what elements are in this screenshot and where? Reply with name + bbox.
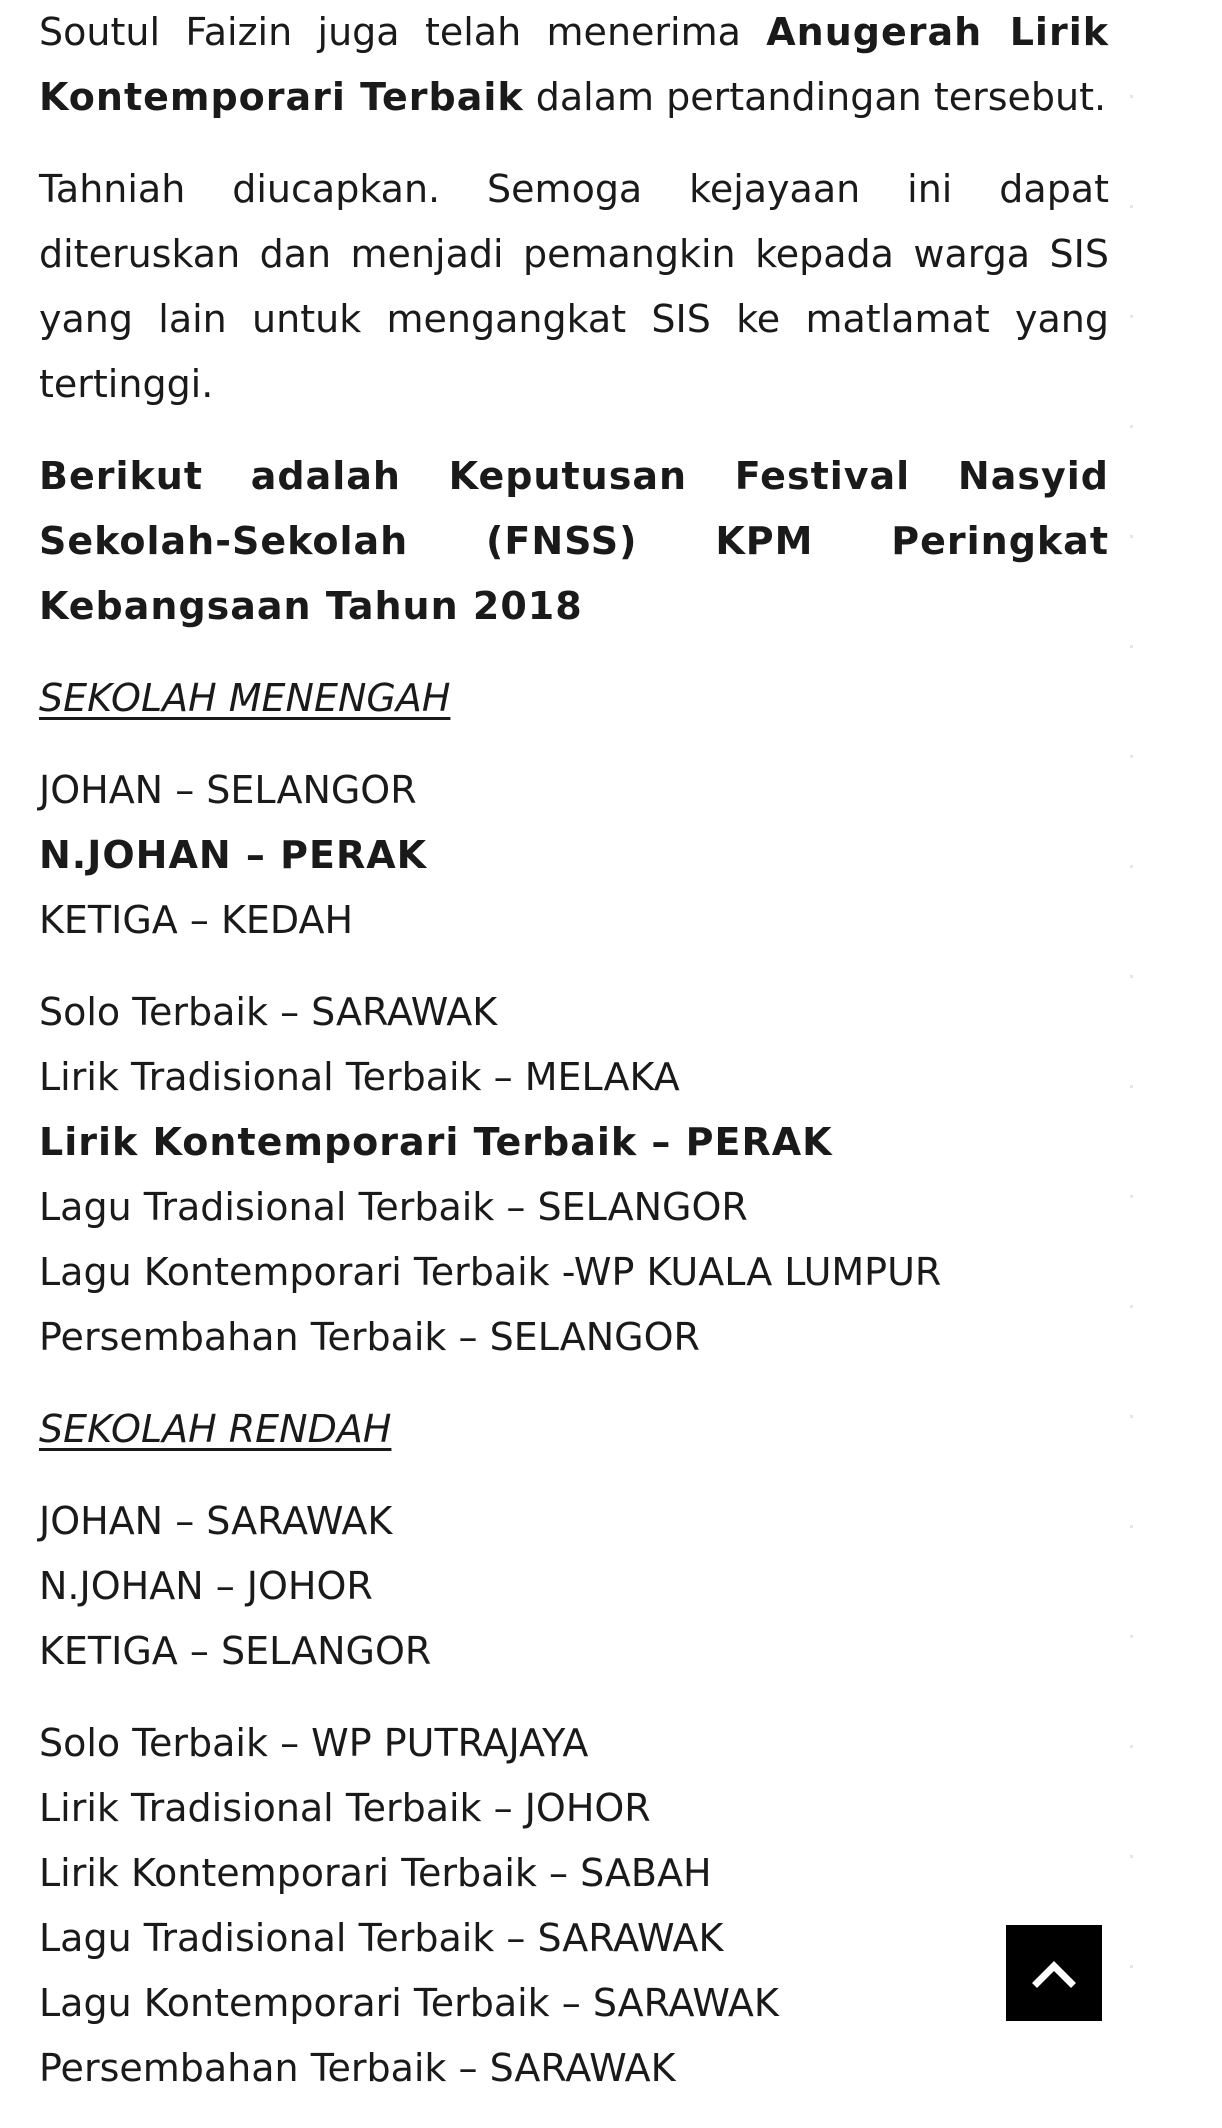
edge-dot	[1130, 645, 1133, 648]
edge-dot	[1130, 1965, 1133, 1968]
secondary-placing-3: KETIGA – KEDAH	[39, 898, 354, 942]
edge-dot	[1130, 535, 1133, 538]
edge-dot	[1130, 95, 1133, 98]
edge-dot	[1130, 315, 1133, 318]
primary-placings-list	[39, 1489, 1109, 1684]
primary-placing-3: KETIGA – SELANGOR	[39, 1629, 432, 1673]
secondary-award-4: Lagu Tradisional Terbaik – SELANGOR	[39, 1185, 748, 1229]
primary-award-5: Lagu Kontemporari Terbaik – SARAWAK	[39, 1981, 779, 2025]
edge-dot	[1130, 755, 1133, 758]
intro-paragraph	[39, 0, 1109, 130]
edge-dot	[1130, 1415, 1133, 1418]
secondary-awards-list	[39, 980, 1109, 1370]
edge-dot	[1130, 205, 1133, 208]
intro-text-end: dalam pertandingan tersebut.	[523, 75, 1107, 119]
congratulation-paragraph: Tahniah diucapkan. Semoga kejayaan ini dapat diteruskan dan menjadi pemangkin kepada warga SIS yang lain untuk mengangkat SIS ke matlamat yang tertinggi.	[39, 167, 1109, 406]
edge-dot	[1130, 865, 1133, 868]
primary-placing-1: JOHAN – SARAWAK	[39, 1499, 393, 1543]
article-body	[39, 0, 1109, 2128]
secondary-award-6: Persembahan Terbaik – SELANGOR	[39, 1315, 700, 1359]
primary-award-6: Persembahan Terbaik – SARAWAK	[39, 2046, 676, 2090]
secondary-placing-2: N.JOHAN – PERAK	[39, 833, 428, 877]
edge-dot	[1130, 1855, 1133, 1858]
primary-school-heading: SEKOLAH RENDAH	[39, 1407, 392, 1451]
secondary-award-1: Solo Terbaik – SARAWAK	[39, 990, 498, 1034]
primary-award-3: Lirik Kontemporari Terbaik – SABAH	[39, 1851, 712, 1895]
primary-award-2: Lirik Tradisional Terbaik – JOHOR	[39, 1786, 651, 1830]
secondary-school-heading: SEKOLAH MENENGAH	[39, 676, 451, 720]
primary-awards-list	[39, 1711, 1109, 2101]
secondary-award-3: Lirik Kontemporari Terbaik – PERAK	[39, 1120, 833, 1164]
edge-dot	[1130, 1525, 1133, 1528]
edge-dot	[1130, 1635, 1133, 1638]
edge-dot	[1130, 1745, 1133, 1748]
secondary-placing-1: JOHAN – SELANGOR	[39, 768, 417, 812]
award-name: Anugerah Lirik Kontemporari Terbaik	[39, 10, 1109, 119]
primary-award-1: Solo Terbaik – WP PUTRAJAYA	[39, 1721, 589, 1765]
edge-dot	[1130, 1085, 1133, 1088]
secondary-award-5: Lagu Kontemporari Terbaik -WP KUALA LUMPUR	[39, 1250, 942, 1294]
chevron-up-icon	[1032, 1958, 1076, 1988]
primary-award-4: Lagu Tradisional Terbaik – SARAWAK	[39, 1916, 724, 1960]
results-intro-paragraph: Berikut adalah Keputusan Festival Nasyid Sekolah-Sekolah (FNSS) KPM Peringkat Kebangsaan Tahun 2018	[39, 454, 1109, 628]
secondary-placings-list	[39, 758, 1109, 953]
edge-dot	[1130, 1305, 1133, 1308]
secondary-award-2: Lirik Tradisional Terbaik – MELAKA	[39, 1055, 680, 1099]
edge-dot	[1130, 1195, 1133, 1198]
edge-dot	[1130, 425, 1133, 428]
intro-text-start: Soutul Faizin juga telah menerima	[39, 10, 767, 54]
primary-placing-2: N.JOHAN – JOHOR	[39, 1564, 373, 1608]
edge-dot	[1130, 975, 1133, 978]
edge-divider	[1130, 0, 1134, 2048]
scroll-to-top-button[interactable]	[1006, 1925, 1102, 2021]
